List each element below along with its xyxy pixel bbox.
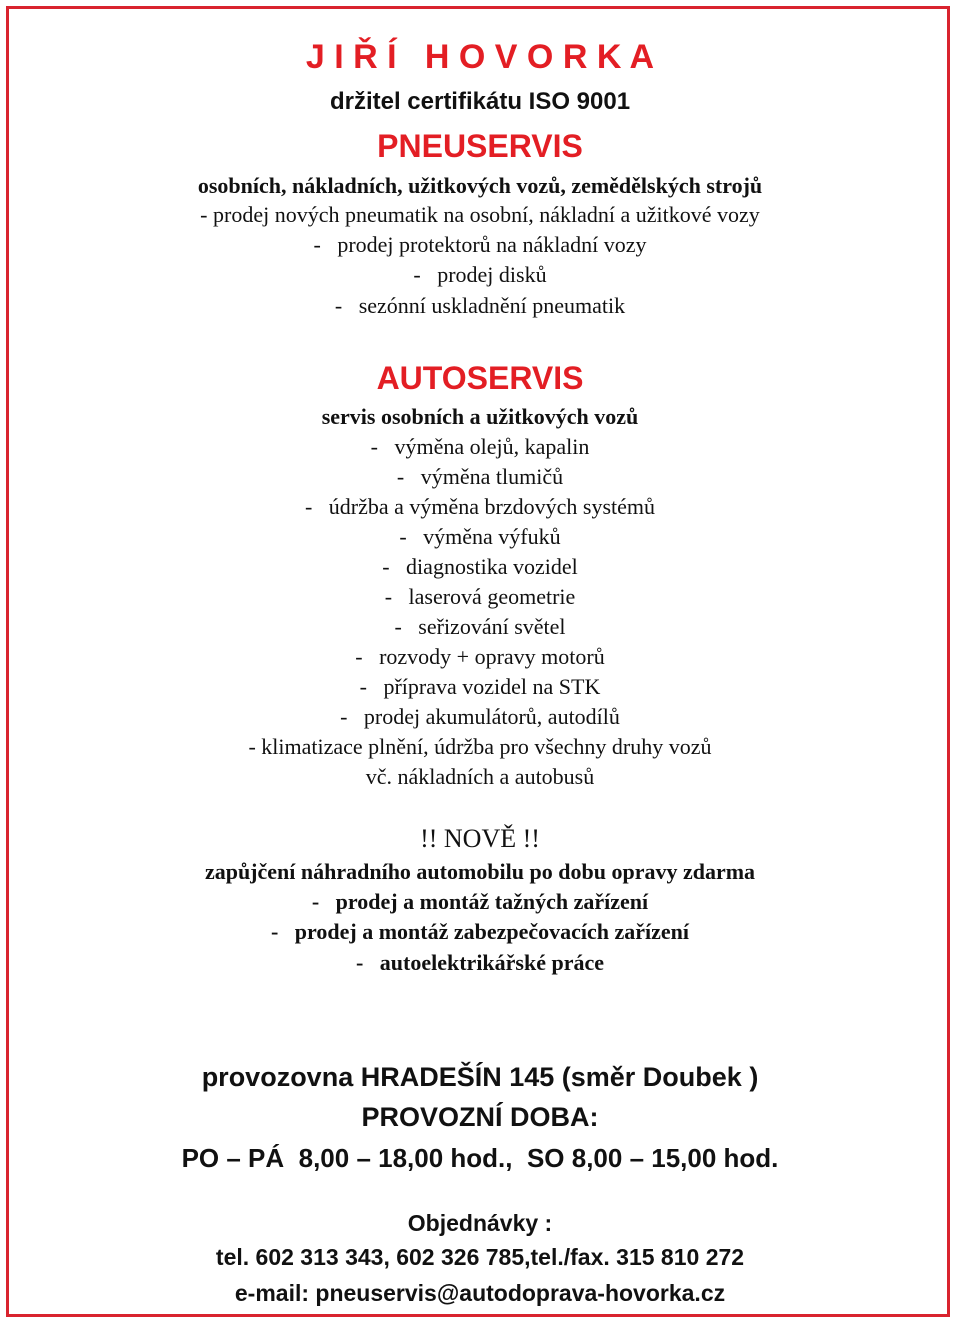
new-item: zapůjčení náhradního automobilu po dobu opravy zdarma (204, 859, 756, 884)
autoservis-item: - klimatizace plnění, údržba pro všechny druhy vozů (248, 734, 712, 759)
autoservis-item: - laserová geometrie (384, 584, 576, 609)
pneuservis-item: - sezónní uskladnění pneumatik (334, 293, 626, 318)
pneuservis-item: - prodej nových pneumatik na osobní, nákladní a užitkové vozy (200, 202, 760, 227)
autoservis-item: - prodej akumulátorů, autodílů (340, 704, 620, 729)
phone-line: tel. 602 313 343, 602 326 785,tel./fax. 315 810 272 (215, 1244, 745, 1270)
hours-title: PROVOZNÍ DOBA: (361, 1102, 599, 1132)
email-line: e-mail: pneuservis@autodoprava-hovorka.cz (234, 1280, 726, 1306)
new-item: - autoelektrikářské práce (355, 950, 605, 975)
pneuservis-subtitle: osobních, nákladních, užitkových vozů, zemědělských strojů (197, 173, 763, 198)
company-name: J I Ř Í H O V O R K A (305, 38, 655, 76)
autoservis-item: - výměna tlumičů (396, 464, 564, 489)
new-item: - prodej a montáž zabezpečovacích zařízení (270, 919, 690, 944)
orders-title: Objednávky : (407, 1210, 553, 1236)
pneuservis-item: - prodej protektorů na nákladní vozy (313, 232, 647, 257)
autoservis-item: - výměna výfuků (399, 524, 561, 549)
autoservis-item: - údržba a výměna brzdových systémů (304, 494, 656, 519)
pneuservis-title: PNEUSERVIS (377, 128, 583, 164)
autoservis-item: - rozvody + opravy motorů (355, 644, 605, 669)
new-item: - prodej a montáž tažných zařízení (311, 889, 649, 914)
autoservis-item: - seřizování světel (394, 614, 566, 639)
autoservis-item: vč. nákladních a autobusů (365, 764, 595, 789)
certificate-line: držitel certifikátu ISO 9001 (329, 88, 631, 115)
hours-line: PO – PÁ 8,00 – 18,00 hod., SO 8,00 – 15,00 hod. (181, 1143, 779, 1173)
autoservis-item: - příprava vozidel na STK (359, 674, 601, 699)
autoservis-title: AUTOSERVIS (376, 360, 584, 396)
autoservis-subtitle: servis osobních a užitkových vozů (321, 404, 639, 429)
address-line: provozovna HRADEŠÍN 145 (směr Doubek ) (201, 1062, 759, 1092)
pneuservis-item: - prodej disků (413, 262, 547, 287)
autoservis-item: - diagnostika vozidel (382, 554, 578, 579)
new-title: !! NOVĚ !! (420, 824, 540, 853)
autoservis-item: - výměna olejů, kapalin (370, 434, 590, 459)
